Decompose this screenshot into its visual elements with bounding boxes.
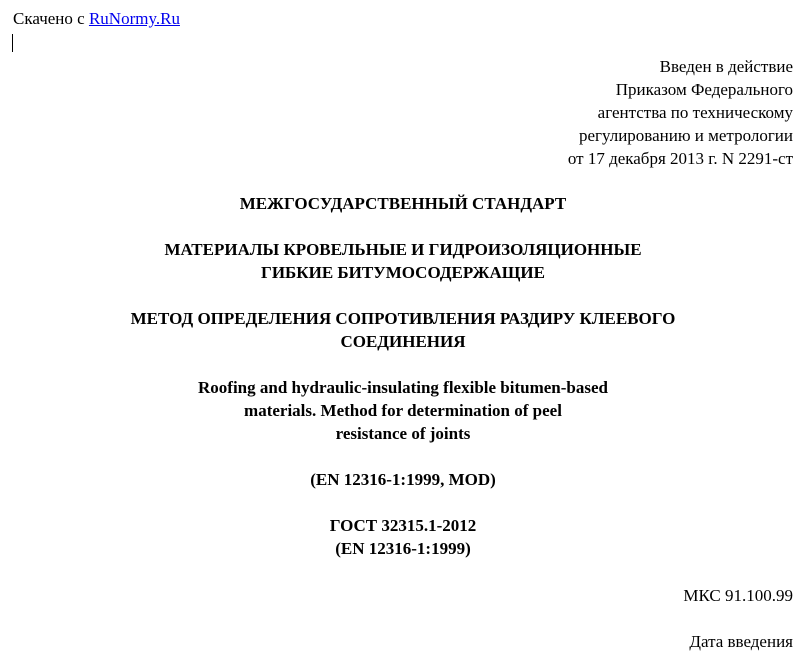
enactment-notice xyxy=(568,55,793,170)
method-title xyxy=(0,307,799,353)
modification-reference-text: (EN 12316-1:1999, MOD) xyxy=(310,470,496,489)
enactment-line: Приказом Федерального xyxy=(615,80,793,99)
standard-type-text: МЕЖГОСУДАРСТВЕННЫЙ СТАНДАРТ xyxy=(239,194,567,213)
gost-designation xyxy=(0,514,799,560)
enactment-line: регулированию и метрологии xyxy=(578,126,793,145)
modification-reference xyxy=(0,468,799,491)
enactment-line: от 17 декабря 2013 г. N 2291-ст xyxy=(567,149,793,168)
gost-number: ГОСТ 32315.1-2012 xyxy=(329,516,477,535)
english-title-line: Roofing and hydraulic-insulating flexible bitumen-based xyxy=(198,378,608,397)
enactment-line: агентства по техническому xyxy=(597,103,793,122)
gost-en-reference: (EN 12316-1:1999) xyxy=(335,539,471,558)
text-cursor xyxy=(12,34,13,52)
document-title xyxy=(0,238,799,284)
source-line xyxy=(13,8,180,30)
english-title xyxy=(0,376,799,445)
introduction-date-label: Дата введения xyxy=(689,632,793,651)
english-title-line: materials. Method for determination of peel xyxy=(244,401,562,420)
mks-code: МКС 91.100.99 xyxy=(683,586,793,605)
english-title-line: resistance of joints xyxy=(335,424,471,443)
title-line: ГИБКИЕ БИТУМОСОДЕРЖАЩИЕ xyxy=(261,263,545,282)
method-title-line: МЕТОД ОПРЕДЕЛЕНИЯ СОПРОТИВЛЕНИЯ РАЗДИРУ КЛЕЕВОГО xyxy=(130,309,676,328)
runormy-link[interactable]: RuNormy.Ru xyxy=(88,9,180,28)
enactment-line: Введен в действие xyxy=(659,57,793,76)
source-prefix: Скачено с xyxy=(13,9,89,28)
method-title-line: СОЕДИНЕНИЯ xyxy=(340,332,466,351)
standard-type-heading xyxy=(0,192,799,215)
title-line: МАТЕРИАЛЫ КРОВЕЛЬНЫЕ И ГИДРОИЗОЛЯЦИОННЫЕ xyxy=(164,240,642,259)
